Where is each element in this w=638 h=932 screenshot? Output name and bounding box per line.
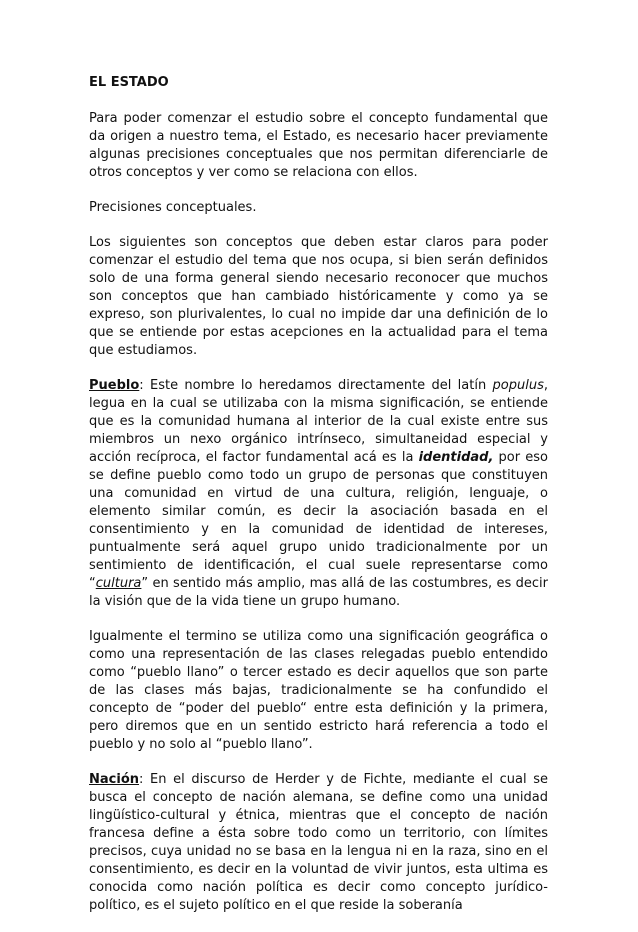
- pueblo-paragraph: [89, 377, 548, 611]
- populus-word: populus: [492, 378, 544, 393]
- subheading: Precisiones conceptuales.: [89, 200, 257, 215]
- igualmente-paragraph: Igualmente el termino se utiliza como una significación geográfica o como una representación de las clases relegadas pueblo entendido como “pueblo llano” o tercer estado es decir aquellos que son parte de las clases más bajas, tradicionalmente se ha confundido el concepto de “poder del pueblo“ entre esta definición y la primera, pero diremos que en un sentido estricto hará referencia a todo el pueblo y no solo al “pueblo llano”.: [89, 629, 548, 752]
- intro-paragraph: Para poder comenzar el estudio sobre el concepto fundamental que da origen a nuestro tema, el Estado, es necesario hacer previamente algunas precisiones conceptuales que nos permitan diferenciarle de otros conceptos y ver como se relaciona con ellos.: [89, 111, 548, 180]
- nacion-text: : En el discurso de Herder y de Fichte, mediante el cual se busca el concepto de nación alemana, se define como una unidad lingüístico-cultural y étnica, mientras que el concepto de nación francesa define a ésta sobre todo como un territorio, con límites precisos, cuya unidad no se basa en la lengua ni en la raza, sino en el consentimiento, es decir en la voluntad de vivir juntos, esta ultima es conocida como nación política es decir como concepto jurídico-político, es el sujeto político en el que reside la soberanía: [89, 772, 548, 913]
- identidad-word: identidad,: [418, 450, 494, 465]
- document-page: [89, 74, 548, 932]
- document-title: EL ESTADO: [89, 75, 169, 90]
- pueblo-text-3: por eso se define pueblo como todo un grupo de personas que constituyen una comunidad en virtud de una cultura, religión, lenguaje, o elemento similar común, es decir la asociación basada en el consentimiento y en la comunidad de identidad de intereses, puntualmente será aquel grupo unido tradicionalmente por un sentimiento de identificación, el cual suele representarse como “: [89, 450, 548, 591]
- cultura-word: cultura: [95, 576, 142, 591]
- nacion-term: Nación: [89, 772, 140, 787]
- nacion-paragraph: [89, 771, 548, 915]
- pueblo-term: Pueblo: [89, 378, 140, 393]
- conceptos-paragraph: Los siguientes son conceptos que deben estar claros para poder comenzar el estudio del tema que nos ocupa, si bien serán definidos solo de una forma general siendo necesario reconocer que muchos son conceptos que han cambiado históricamente y como ya se expreso, son plurivalentes, lo cual no impide dar una definición de lo que se entiende por estas acepciones en la actualidad para el tema que estudiamos.: [89, 235, 548, 358]
- pueblo-text-2: , legua en la cual se utilizaba con la misma significación, se entiende que es la comunidad humana al interior de la cual existe entre sus miembros un nexo orgánico intrínseco, simultaneidad especial y acción recíproca, el factor fundamental acá es la: [89, 378, 548, 465]
- pueblo-text-4: ” en sentido más amplio, mas allá de las costumbres, es decir la visión que de la vida tiene un grupo humano.: [89, 576, 548, 609]
- pueblo-text-1: : Este nombre lo heredamos directamente del latín: [139, 378, 493, 393]
